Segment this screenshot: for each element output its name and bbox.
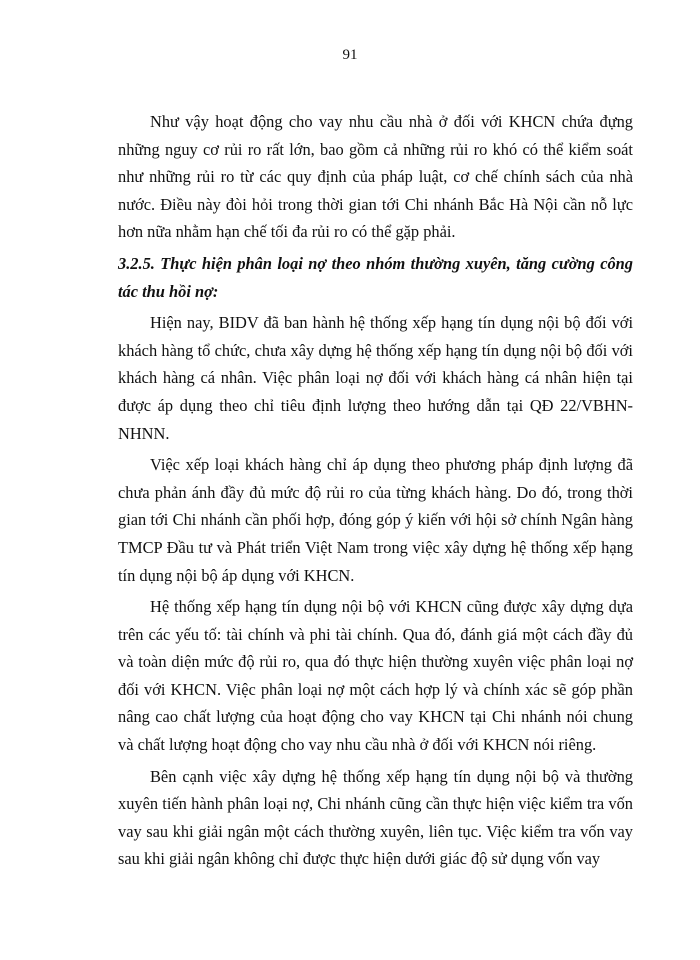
paragraph-rating-system: Hệ thống xếp hạng tín dụng nội bộ với KHCN cũng được xây dựng dựa trên các yếu tố: tài chính và phi tài chính. Qua đó, đánh giá một cách đầy đủ và toàn diện mức độ rủi ro, qua đó thực hiện thường xuyên việc phân loại nợ đối với KHCN. Việc phân loại nợ một cách hợp lý và chính xác sẽ góp phần nâng cao chất lượng của hoạt động cho vay KHCN tại Chi nhánh nói chung và chất lượng hoạt động cho vay nhu cầu nhà ở đối với KHCN nói riêng.: [118, 597, 633, 755]
paragraph-loan-monitoring: Bên cạnh việc xây dựng hệ thống xếp hạng tín dụng nội bộ và thường xuyên tiến hành phân loại nợ, Chi nhánh cũng cần thực hiện việc kiểm tra vốn vay sau khi giải ngân một cách thường xuyên, liên tục. Việc kiểm tra vốn vay sau khi giải ngân không chỉ được thực hiện dưới giác độ sử dụng vốn vay: [118, 766, 633, 869]
paragraph-customer-classification: Việc xếp loại khách hàng chỉ áp dụng theo phương pháp định lượng đã chưa phản ánh đầy đủ mức độ rủi ro của từng khách hàng. Do đó, trong thời gian tới Chi nhánh cần phối hợp, đóng góp ý kiến với hội sở chính Ngân hàng TMCP Đầu tư và Phát triển Việt Nam trong việc xây dựng hệ thống xếp hạng tín dụng nội bộ áp dụng với KHCN.: [118, 455, 633, 585]
section-heading: 3.2.5. Thực hiện phân loại nợ theo nhóm thường xuyên, tăng cường công tác thu hồi nợ:: [118, 253, 633, 301]
page-number: 91: [342, 47, 358, 63]
paragraph-housing-loan-risk: Như vậy hoạt động cho vay nhu cầu nhà ở đối với KHCN chứa đựng những nguy cơ rủi ro rất lớn, bao gồm cả những rủi ro khó có thể kiểm soát như những rủi ro từ các quy định của pháp luật, cơ chế chính sách của nhà nước. Điều này đòi hỏi trong thời gian tới Chi nhánh Bắc Hà Nội cần nỗ lực hơn nữa nhằm hạn chế tối đa rủi ro có thể gặp phải.: [118, 112, 633, 242]
paragraph-internal-rating: Hiện nay, BIDV đã ban hành hệ thống xếp hạng tín dụng nội bộ đối với khách hàng tổ chức, chưa xây dựng hệ thống xếp hạng tín dụng nội bộ đối với khách hàng cá nhân. Việc phân loại nợ đối với khách hàng cá nhân hiện tại được áp dụng theo chỉ tiêu định lượng theo hướng dẫn tại QĐ 22/VBHN-NHNN.: [118, 313, 633, 443]
page-body: [118, 108, 633, 877]
